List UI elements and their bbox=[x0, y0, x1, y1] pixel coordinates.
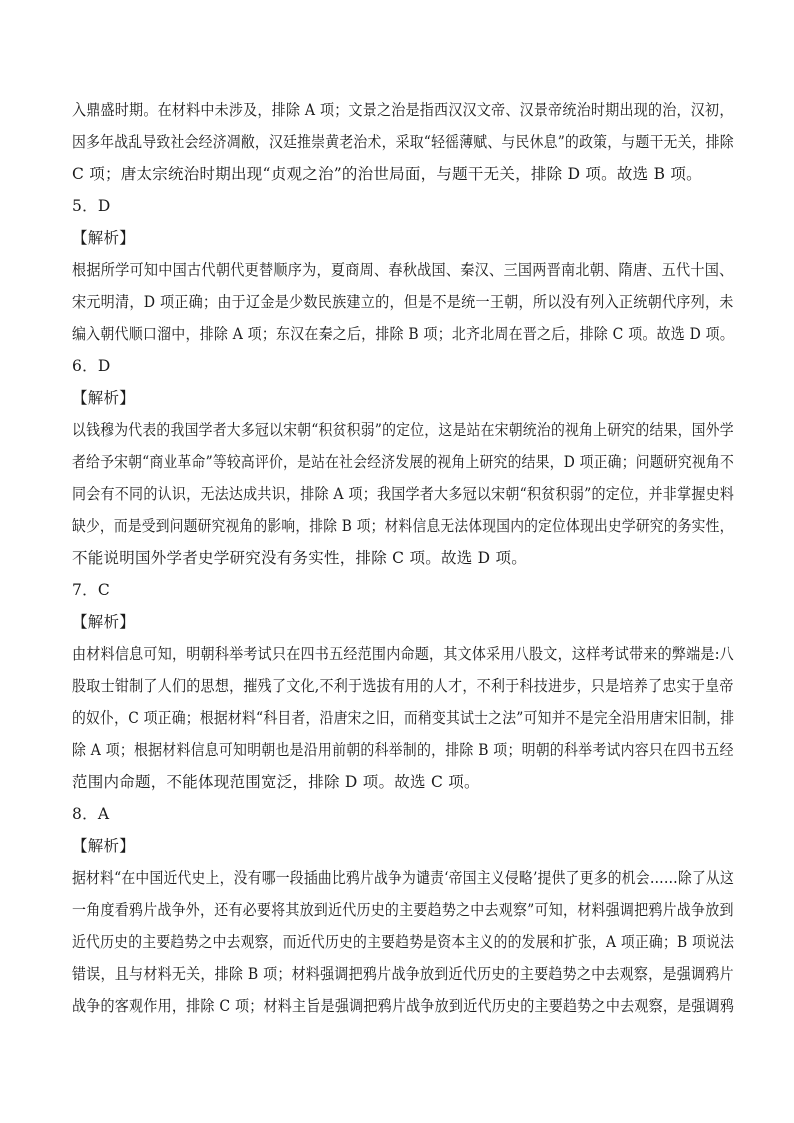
answer-heading-8: 8．A bbox=[72, 805, 110, 823]
analysis-label: 【解析】 bbox=[72, 389, 136, 407]
text-line: 范围内命题，不能体现范围宽泛，排除 D 项。故选 C 项。 bbox=[72, 773, 480, 791]
text-line: 根据所学可知中国古代朝代更替顺序为，夏商周、春秋战国、秦汉、三国两晋南北朝、隋唐、五代十国、 bbox=[72, 261, 734, 279]
text-line: 者给予宋朝“商业革命”等较高评价，是站在社会经济发展的视角上研究的结果，D 项正确；问题研究视角不 bbox=[72, 453, 734, 471]
text-line: 由材料信息可知，明朝科举考试只在四书五经范围内命题，其文体采用八股文，这样考试带来的弊端是:八 bbox=[72, 645, 734, 663]
analysis-label: 【解析】 bbox=[72, 229, 136, 247]
answer-heading-7: 7．C bbox=[72, 581, 110, 599]
answer-heading-6: 6．D bbox=[72, 357, 111, 375]
text-line: 同会有不同的认识，无法达成共识，排除 A 项；我国学者大多冠以宋朝“积贫积弱”的定位，并非掌握史料 bbox=[72, 485, 735, 503]
text-line: 近代历史的主要趋势之中去观察，而近代历史的主要趋势是资本主义的的发展和扩张，A 项正确；B 项说法 bbox=[72, 933, 735, 951]
text-line: 入鼎盛时期。在材料中未涉及，排除 A 项；文景之治是指西汉汉文帝、汉景帝统治时期出现的治，汉初， bbox=[72, 101, 734, 119]
text-line: 因多年战乱导致社会经济凋敝，汉廷推崇黄老治术，采取“轻徭薄赋、与民休息”的政策，与题干无关，排除 bbox=[72, 133, 734, 151]
text-line: 错误，且与材料无关，排除 B 项；材料强调把鸦片战争放到近代历史的主要趋势之中去观察，是强调鸦片 bbox=[72, 965, 734, 983]
text-line: C 项；唐太宗统治时期出现“贞观之治”的治世局面，与题干无关，排除 D 项。故选 B 项。 bbox=[72, 165, 702, 183]
text-line: 以钱穆为代表的我国学者大多冠以宋朝“积贫积弱”的定位，这是站在宋朝统治的视角上研究的结果，国外学 bbox=[72, 421, 734, 439]
text-line: 一角度看鸦片战争外，还有必要将其放到近代历史的主要趋势之中去观察”可知，材料强调把鸦片战争放到 bbox=[72, 901, 734, 919]
text-line: 据材料“在中国近代史上，没有哪一段插曲比鸦片战争为谴责‘帝国主义侵略’提供了更多的机会……除了从这 bbox=[72, 869, 735, 887]
text-line: 股取士钳制了人们的思想，摧残了文化,不利于选拔有用的人才，不利于科技进步，只是培养了忠实于皇帝 bbox=[72, 677, 734, 695]
analysis-label: 【解析】 bbox=[72, 837, 136, 855]
text-line: 不能说明国外学者史学研究没有务实性，排除 C 项。故选 D 项。 bbox=[72, 549, 527, 567]
text-line: 除 A 项；根据材料信息可知明朝也是沿用前朝的科举制的，排除 B 项；明朝的科举考试内容只在四书五经 bbox=[72, 741, 734, 759]
text-line: 编入朝代顺口溜中，排除 A 项；东汉在秦之后，排除 B 项；北齐北周在晋之后，排除 C 项。故选 D 项。 bbox=[72, 325, 735, 343]
text-line: 的奴仆，C 项正确；根据材料“科目者，沿唐宋之旧，而稍变其试士之法”可知并不是完全沿用唐宋旧制，排 bbox=[72, 709, 735, 727]
analysis-label: 【解析】 bbox=[72, 613, 136, 631]
text-line: 宋元明清，D 项正确；由于辽金是少数民族建立的，但是不是统一王朝，所以没有列入正统朝代序列，未 bbox=[72, 293, 734, 311]
text-line: 战争的客观作用，排除 C 项；材料主旨是强调把鸦片战争放到近代历史的主要趋势之中去观察，是强调鸦 bbox=[72, 997, 735, 1015]
text-line: 缺少，而是受到问题研究视角的影响，排除 B 项；材料信息无法体现国内的定位体现出史学研究的务实性， bbox=[72, 517, 734, 535]
answer-heading-5: 5．D bbox=[72, 197, 111, 215]
